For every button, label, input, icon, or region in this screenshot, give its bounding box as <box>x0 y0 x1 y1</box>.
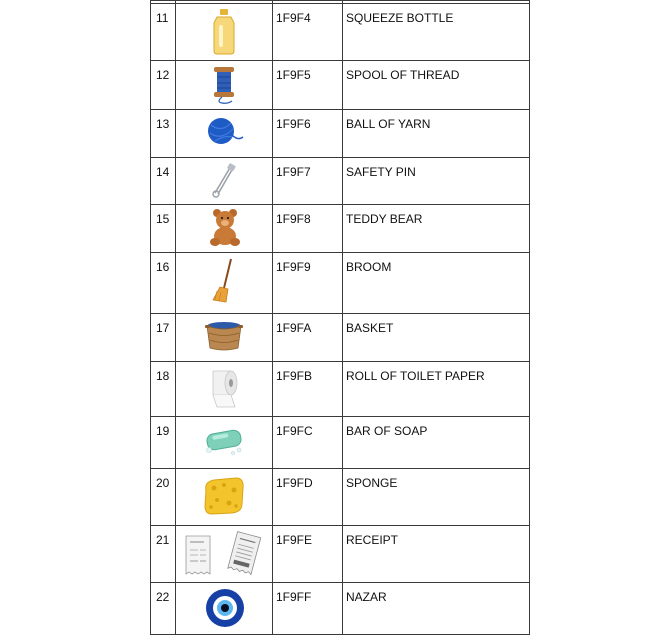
sponge-icon <box>202 476 246 516</box>
code-point: 1F9F8 <box>273 205 343 253</box>
ball-of-yarn-icon <box>205 115 245 147</box>
table-row <box>151 526 530 583</box>
code-point: 1F9FB <box>273 362 343 417</box>
safety-pin-icon <box>209 163 239 199</box>
row-number: 21 <box>151 526 176 583</box>
code-point: 1F9F7 <box>273 158 343 205</box>
code-point: 1F9F4 <box>273 4 343 61</box>
teddy-bear-icon <box>208 208 242 248</box>
table-row <box>151 469 530 526</box>
character-name: ROLL OF TOILET PAPER <box>343 362 530 417</box>
code-point: 1F9F9 <box>273 253 343 314</box>
row-number: 17 <box>151 314 176 362</box>
code-point: 1F9FE <box>273 526 343 583</box>
character-name: BROOM <box>343 253 530 314</box>
table-row <box>151 314 530 362</box>
table-row <box>151 253 530 314</box>
code-point: 1F9FD <box>273 469 343 526</box>
emoji-table <box>150 0 530 635</box>
row-number: 18 <box>151 362 176 417</box>
character-name: BAR OF SOAP <box>343 417 530 469</box>
nazar-amulet-icon <box>205 587 245 629</box>
character-name: SPOOL OF THREAD <box>343 61 530 110</box>
table-row <box>151 4 530 61</box>
table-row <box>151 417 530 469</box>
table-row <box>151 205 530 253</box>
code-point: 1F9F6 <box>273 110 343 158</box>
character-name: NAZAR <box>343 583 530 635</box>
character-name: SPONGE <box>343 469 530 526</box>
row-number: 22 <box>151 583 176 635</box>
code-point: 1F9FF <box>273 583 343 635</box>
row-number: 19 <box>151 417 176 469</box>
row-number: 16 <box>151 253 176 314</box>
table-row <box>151 362 530 417</box>
code-point: 1F9F5 <box>273 61 343 110</box>
receipt-icon <box>184 530 264 578</box>
row-number: 12 <box>151 61 176 110</box>
character-name: SAFETY PIN <box>343 158 530 205</box>
table-row <box>151 158 530 205</box>
character-name: BALL OF YARN <box>343 110 530 158</box>
character-name: RECEIPT <box>343 526 530 583</box>
table-row <box>151 110 530 158</box>
table-row <box>151 61 530 110</box>
broom-icon <box>209 258 239 306</box>
character-name: SQUEEZE BOTTLE <box>343 4 530 61</box>
code-point: 1F9FA <box>273 314 343 362</box>
character-name: BASKET <box>343 314 530 362</box>
basket-icon <box>204 318 244 352</box>
row-number: 13 <box>151 110 176 158</box>
spool-of-thread-icon <box>210 65 238 105</box>
row-number: 15 <box>151 205 176 253</box>
row-number: 11 <box>151 4 176 61</box>
bar-of-soap-icon <box>203 424 245 456</box>
code-point: 1F9FC <box>273 417 343 469</box>
toilet-paper-icon <box>207 367 241 409</box>
character-name: TEDDY BEAR <box>343 205 530 253</box>
table-row <box>151 583 530 635</box>
row-number: 14 <box>151 158 176 205</box>
squeeze-bottle-icon <box>210 9 238 55</box>
row-number: 20 <box>151 469 176 526</box>
